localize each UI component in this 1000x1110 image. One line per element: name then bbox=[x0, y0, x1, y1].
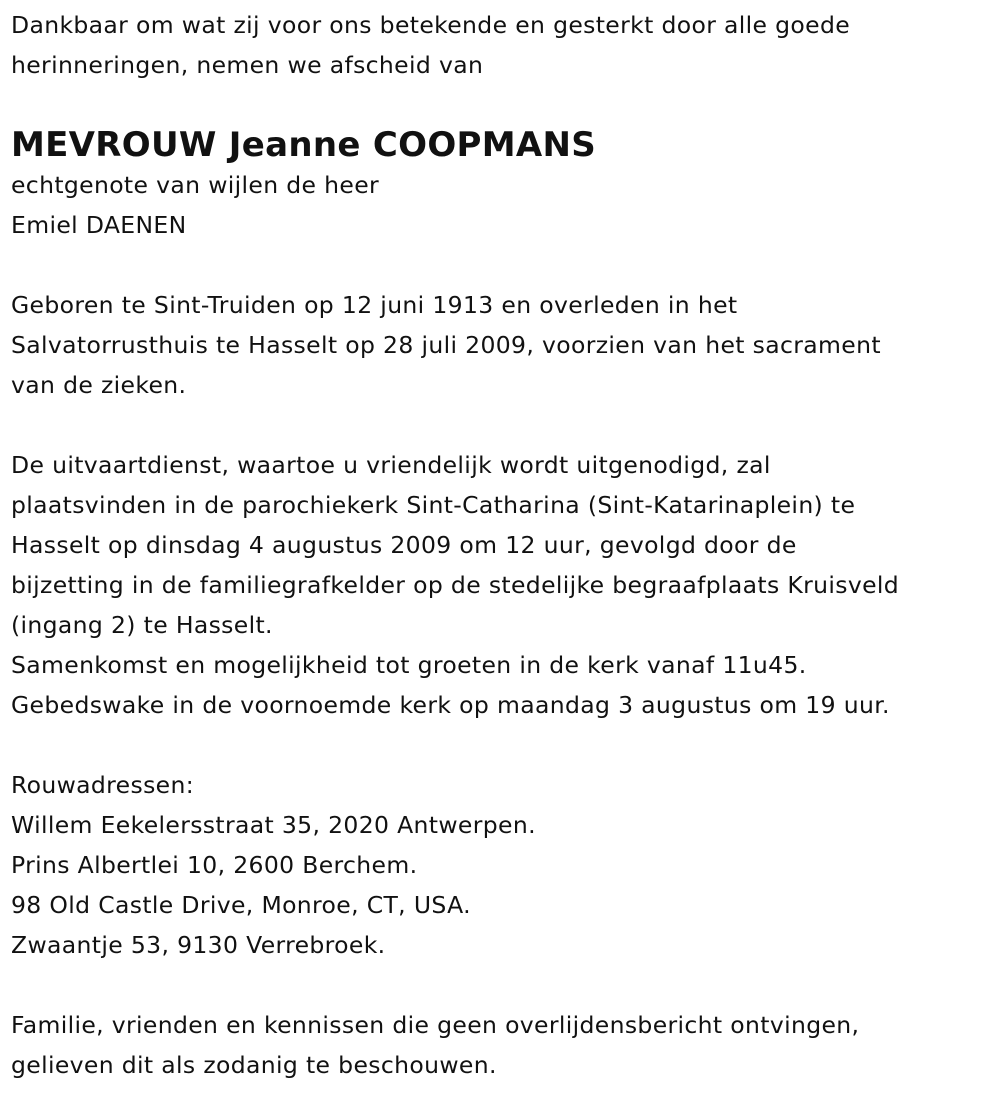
funeral-line-3: Hasselt op dinsdag 4 augustus 2009 om 12 uur, gevolgd door de bbox=[11, 531, 797, 559]
intro-line-2: herinneringen, nemen we afscheid van bbox=[11, 51, 484, 79]
funeral-line-4: bijzetting in de familiegrafkelder op de stedelijke begraafplaats Kruisveld bbox=[11, 571, 900, 599]
relation-line-1: echtgenote van wijlen de heer bbox=[11, 171, 380, 199]
intro-line-1: Dankbaar om wat zij voor ons betekende en gesterkt door alle goede bbox=[11, 11, 851, 39]
funeral-line-6: Samenkomst en mogelijkheid tot groeten in de kerk vanaf 11u45. bbox=[11, 651, 807, 679]
deceased-name: MEVROUW Jeanne COOPMANS bbox=[11, 125, 597, 165]
birth-death-line-3: van de zieken. bbox=[11, 371, 187, 399]
spacer bbox=[11, 405, 1000, 445]
address-item: Willem Eekelersstraat 35, 2020 Antwerpen. bbox=[11, 811, 536, 839]
funeral-line-5: (ingang 2) te Hasselt. bbox=[11, 611, 273, 639]
closing-line-1: Familie, vrienden en kennissen die geen overlijdensbericht ontvingen, bbox=[11, 1011, 860, 1039]
relation-paragraph bbox=[11, 165, 1000, 245]
spacer bbox=[11, 245, 1000, 285]
intro-paragraph bbox=[11, 5, 1000, 85]
closing-line-2: gelieven dit als zodanig te beschouwen. bbox=[11, 1051, 497, 1079]
relation-line-2: Emiel DAENEN bbox=[11, 211, 187, 239]
birth-death-line-1: Geboren te Sint-Truiden op 12 juni 1913 en overleden in het bbox=[11, 291, 738, 319]
funeral-line-7: Gebedswake in de voornoemde kerk op maandag 3 augustus om 19 uur. bbox=[11, 691, 890, 719]
address-item: Prins Albertlei 10, 2600 Berchem. bbox=[11, 851, 418, 879]
closing-paragraph bbox=[11, 1005, 1000, 1085]
addresses-heading: Rouwadressen: bbox=[11, 771, 194, 799]
funeral-paragraph bbox=[11, 445, 1000, 725]
address-item: Zwaantje 53, 9130 Verrebroek. bbox=[11, 931, 386, 959]
spacer bbox=[11, 965, 1000, 1005]
birth-death-line-2: Salvatorrusthuis te Hasselt op 28 juli 2009, voorzien van het sacrament bbox=[11, 331, 881, 359]
birth-death-paragraph bbox=[11, 285, 1000, 405]
funeral-line-1: De uitvaartdienst, waartoe u vriendelijk wordt uitgenodigd, zal bbox=[11, 451, 771, 479]
funeral-line-2: plaatsvinden in de parochiekerk Sint-Catharina (Sint-Katarinaplein) te bbox=[11, 491, 856, 519]
address-item: 98 Old Castle Drive, Monroe, CT, USA. bbox=[11, 891, 471, 919]
spacer bbox=[11, 725, 1000, 765]
addresses-paragraph bbox=[11, 765, 1000, 965]
